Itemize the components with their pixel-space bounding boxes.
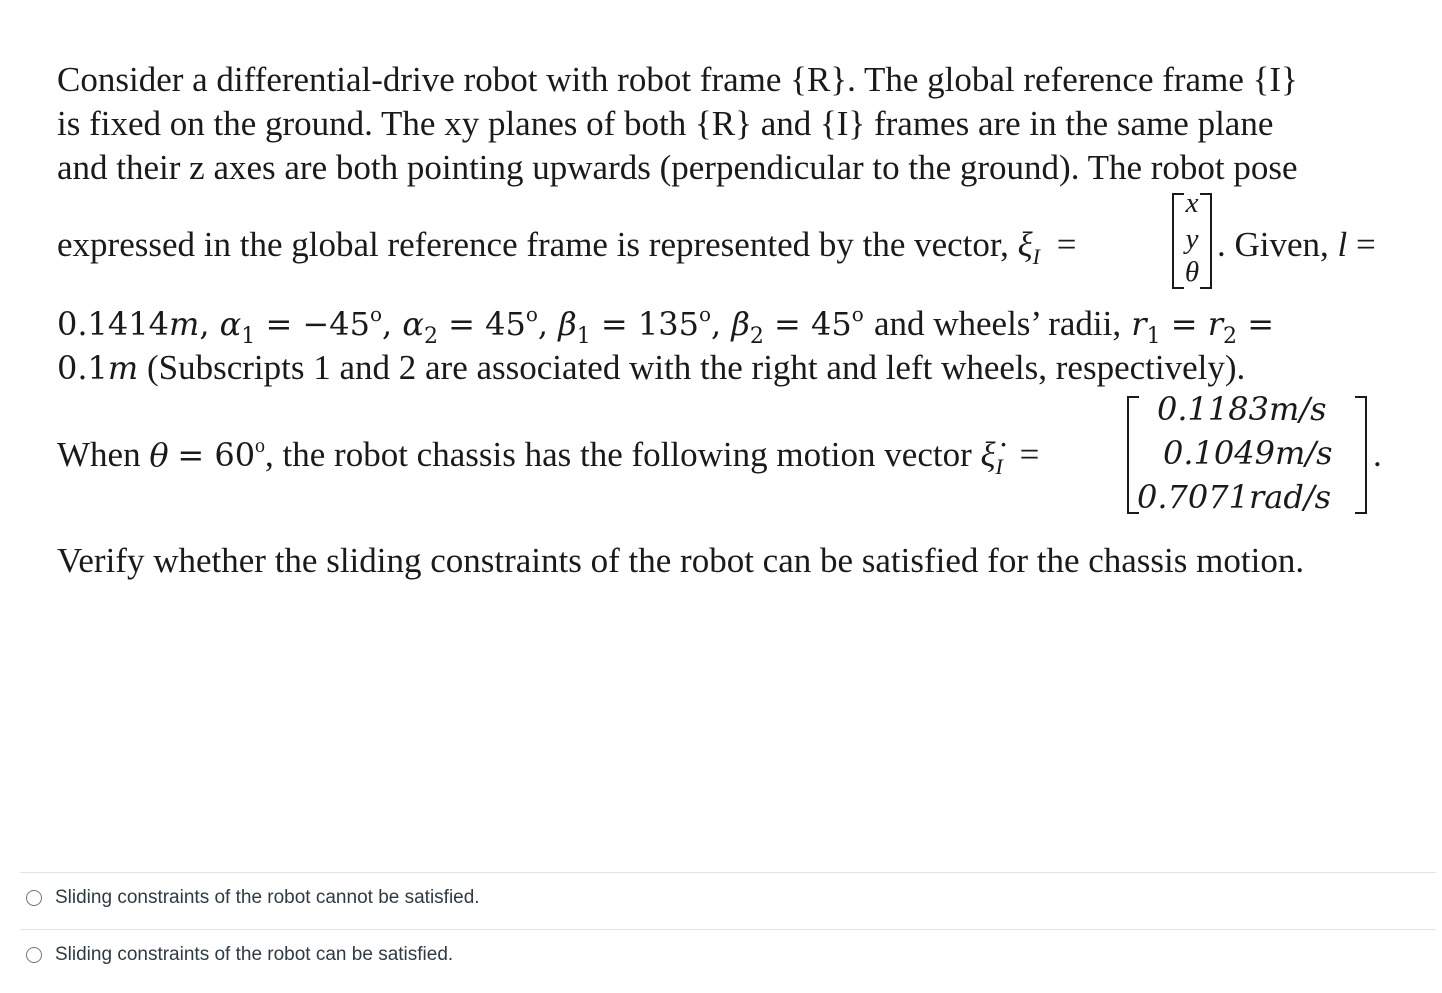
question-line-1: Consider a differential-drive robot with robot frame {R}. The global reference frame {I}	[57, 60, 1298, 99]
pose-x: x	[1185, 187, 1199, 219]
question-line-3: and their z axes are both pointing upwards (perpendicular to the ground). The robot pose	[57, 148, 1298, 187]
answer-option-2[interactable]	[26, 940, 453, 970]
motion-x: 0.1183m/s	[1157, 390, 1327, 428]
pose-y: y	[1185, 223, 1199, 255]
radio-icon[interactable]	[26, 890, 42, 906]
question-line-5: 0.1414m, $\alpha_1 = -45^o$, $\alpha_2 = 45^o$, $\beta_1 = 135^o$, $\beta_2 = 45^o$ and wheels’ radii, $r_1 = r_2$ =	[57, 302, 1275, 349]
radio-icon[interactable]	[26, 947, 42, 963]
divider	[20, 929, 1436, 930]
question-line-2: is fixed on the ground. The xy planes of both {R} and {I} frames are in the same plane	[57, 104, 1274, 143]
divider	[20, 872, 1436, 873]
period: .	[1373, 435, 1382, 474]
question-line-7: When $\theta = 60^o$, the robot chassis has the following motion vector $\xi̇_I$ =	[57, 435, 1040, 479]
question-line-8: Verify whether the sliding constraints of the robot can be satisfied for the chassis motion.	[57, 541, 1305, 580]
motion-y: 0.1049m/s	[1163, 434, 1333, 472]
motion-vector	[1127, 390, 1367, 516]
answer-option-label: Sliding constraints of the robot cannot be satisfied.	[55, 887, 480, 908]
question-line-4: expressed in the global reference frame is represented by the vector, $\xi_I$ =	[57, 225, 1077, 269]
question-line-6: 0.1m (Subscripts 1 and 2 are associated with the right and left wheels, respectively).	[57, 348, 1246, 387]
answer-option-label: Sliding constraints of the robot can be satisfied.	[55, 944, 454, 965]
xi-dot-symbol: ξ̇	[980, 435, 996, 474]
motion-theta: 0.7071rad/s	[1137, 478, 1332, 516]
given-text: . Given, l =	[1217, 225, 1376, 264]
pose-theta: θ	[1184, 256, 1200, 288]
pose-vector	[1172, 187, 1212, 289]
xi-symbol: ξ	[1017, 225, 1033, 264]
answer-option-1[interactable]	[26, 883, 480, 913]
